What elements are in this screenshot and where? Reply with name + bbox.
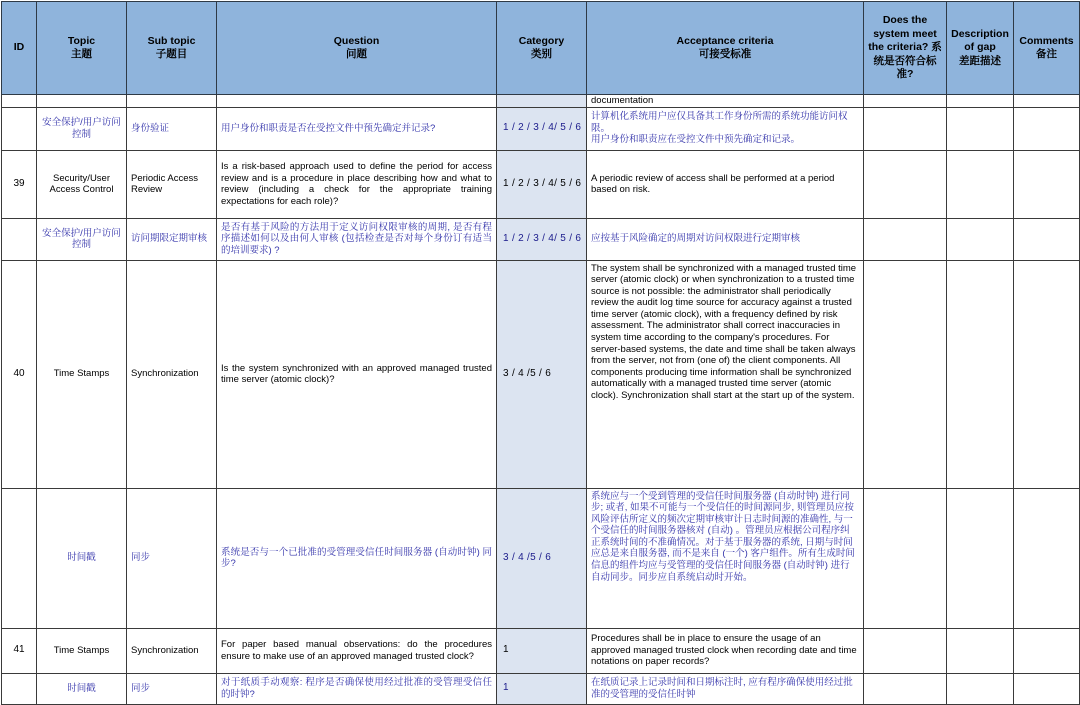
cell-comments[interactable]	[1014, 150, 1080, 218]
cell-question: 用户身份和职责是否在受控文件中预先确定并记录?	[217, 107, 497, 150]
cell-description-of-gap[interactable]	[947, 628, 1014, 673]
cell-topic: 时间戳	[37, 488, 127, 628]
column-header-gap-cn: 差距描述	[959, 54, 1001, 67]
cell-description-of-gap[interactable]	[947, 150, 1014, 218]
cell-description-of-gap[interactable]	[947, 107, 1014, 150]
cell-category: 1	[497, 673, 587, 704]
cell-subtopic	[127, 95, 217, 108]
column-header-meets-criteria	[864, 2, 947, 95]
cell-subtopic: 身份验证	[127, 107, 217, 150]
cell-comments[interactable]	[1014, 260, 1080, 488]
cell-category: 1 / 2 / 3 / 4/ 5 / 6	[497, 150, 587, 218]
column-header-comments	[1014, 2, 1080, 95]
cell-question: 是否有基于风险的方法用于定义访问权限审核的周期, 是否有程序描述如何以及由何人审核 (包括检查是否对每个身份订有适当的培训要求) ?	[217, 218, 497, 260]
cell-id	[2, 107, 37, 150]
cell-topic: 时间戳	[37, 673, 127, 704]
column-header-topic	[37, 2, 127, 95]
column-header-comments-en: Comments	[1019, 34, 1074, 47]
cell-subtopic: 同步	[127, 488, 217, 628]
column-header-question	[217, 2, 497, 95]
table-row	[2, 107, 1080, 150]
column-header-category	[497, 2, 587, 95]
cell-comments[interactable]	[1014, 628, 1080, 673]
cell-meets-criteria[interactable]	[864, 95, 947, 108]
cell-meets-criteria[interactable]	[864, 218, 947, 260]
column-header-subtopic-cn: 子题目	[155, 48, 188, 60]
cell-comments[interactable]	[1014, 488, 1080, 628]
cell-comments[interactable]	[1014, 218, 1080, 260]
cell-question: Is a risk-based approach used to define the period for access review and is a procedure in place describing how and what to review (including a check for the appropriate training expectations for each role)?	[217, 150, 497, 218]
cell-description-of-gap[interactable]	[947, 218, 1014, 260]
cell-description-of-gap[interactable]	[947, 673, 1014, 704]
column-header-id-en: ID	[13, 41, 25, 54]
cell-meets-criteria[interactable]	[864, 260, 947, 488]
table-row	[2, 95, 1080, 108]
cell-acceptance-criteria: 系统应与一个受到管理的受信任时间服务器 (自动时钟) 进行同步; 或者, 如果不可能与一个受信任的时间源同步, 则管理员应按风险评估所定义的频次定期审核审计日志时间源的准确性, 与一个受信任的时间服务器核对 (自动) 。管理员应根据公司程序纠正系统时间的不准确情况。对于基于服务器的系统, 日期与时间应总是来自服务器, 而不是来自 (一个) 客户组件。所有生成时间信息的组件均应与受管理的受信任时间服务器 (自动时钟) 进行自动同步。同步应自系统启动时开始。	[587, 488, 864, 628]
column-header-subtopic-en: Sub topic	[147, 34, 196, 47]
cell-topic: 安全保护/用户访问控制	[37, 218, 127, 260]
cell-id: 40	[2, 260, 37, 488]
cell-meets-criteria[interactable]	[864, 628, 947, 673]
cell-topic: Security/User Access Control	[37, 150, 127, 218]
cell-category: 3 / 4 /5 / 6	[497, 260, 587, 488]
cell-id	[2, 95, 37, 108]
column-header-acceptance-criteria	[587, 2, 864, 95]
column-header-subtopic	[127, 2, 217, 95]
cell-acceptance-criteria: A periodic review of access shall be performed at a period based on risk.	[587, 150, 864, 218]
table-row	[2, 673, 1080, 704]
cell-acceptance-criteria: Procedures shall be in place to ensure the usage of an approved managed trusted clock when recording date and time notations on paper records?	[587, 628, 864, 673]
column-header-topic-en: Topic	[67, 34, 96, 47]
cell-comments[interactable]	[1014, 95, 1080, 108]
cell-subtopic: 访问期限定期审核	[127, 218, 217, 260]
cell-acceptance-criteria: documentation	[587, 95, 864, 108]
cell-question	[217, 95, 497, 108]
cell-category	[497, 95, 587, 108]
cell-subtopic: Periodic Access Review	[127, 150, 217, 218]
cell-meets-criteria[interactable]	[864, 150, 947, 218]
cell-id	[2, 488, 37, 628]
cell-question: 系统是否与一个已批准的受管理受信任时间服务器 (自动时钟) 同步?	[217, 488, 497, 628]
column-header-comments-cn: 备注	[1036, 48, 1057, 60]
column-header-question-cn: 问题	[346, 48, 367, 60]
table-row	[2, 150, 1080, 218]
column-header-acceptance-en: Acceptance criteria	[676, 34, 774, 47]
column-header-topic-cn: 主题	[71, 48, 92, 60]
table-body	[2, 95, 1080, 705]
cell-description-of-gap[interactable]	[947, 488, 1014, 628]
cell-category: 1	[497, 628, 587, 673]
cell-topic: Time Stamps	[37, 260, 127, 488]
cell-question: 对于纸质手动观察: 程序是否确保使用经过批准的受管理受信任的时钟?	[217, 673, 497, 704]
cell-meets-criteria[interactable]	[864, 488, 947, 628]
cell-id: 41	[2, 628, 37, 673]
cell-topic: 安全保护/用户访问控制	[37, 107, 127, 150]
cell-description-of-gap[interactable]	[947, 260, 1014, 488]
cell-category: 1 / 2 / 3 / 4/ 5 / 6	[497, 218, 587, 260]
cell-question: Is the system synchronized with an approved managed trusted time server (atomic clock)?	[217, 260, 497, 488]
column-header-description-of-gap	[947, 2, 1014, 95]
column-header-id	[2, 2, 37, 95]
cell-meets-criteria[interactable]	[864, 107, 947, 150]
cell-category: 3 / 4 /5 / 6	[497, 488, 587, 628]
column-header-gap-en: Description of gap	[951, 27, 1009, 54]
table-header-row	[2, 2, 1080, 95]
cell-question: For paper based manual observations: do the procedures ensure to make use of an approved managed trusted clock?	[217, 628, 497, 673]
cell-description-of-gap[interactable]	[947, 95, 1014, 108]
column-header-category-en: Category	[518, 34, 565, 47]
cell-id	[2, 218, 37, 260]
cell-acceptance-criteria: The system shall be synchronized with a managed trusted time server (atomic clock) or when synchronization to a trusted time source is not possible: the administrator shall periodically review the audit log time source for accuracy against a trusted time server (atomic clock), with a frequency defined by risk assessment. The administrator shall correct inaccuracies in system time according to the company's procedures. For server-based systems, the date and time shall be taken always from the server, not from (one of) the client components. All components producing time information shall be synchronized automatically with a managed trusted time server (atomic clock). Synchronization shall start at the start up of the system.	[587, 260, 864, 488]
cell-id: 39	[2, 150, 37, 218]
table-row	[2, 260, 1080, 488]
cell-id	[2, 673, 37, 704]
cell-acceptance-criteria: 计算机化系统用户应仅具备其工作身份所需的系统功能访问权限。 用户身份和职责应在受控文件中预先确定和记录。	[587, 107, 864, 150]
cell-subtopic: Synchronization	[127, 628, 217, 673]
cell-topic: Time Stamps	[37, 628, 127, 673]
cell-subtopic: 同步	[127, 673, 217, 704]
column-header-question-en: Question	[333, 34, 380, 47]
cell-subtopic: Synchronization	[127, 260, 217, 488]
table-row	[2, 628, 1080, 673]
compliance-checklist-table	[1, 1, 1080, 705]
column-header-meets-criteria-text: Does the system meet the criteria? 系统是否符合标准?	[868, 14, 942, 81]
table-row	[2, 218, 1080, 260]
cell-comments[interactable]	[1014, 673, 1080, 704]
cell-acceptance-criteria: 在纸质记录上记录时间和日期标注时, 应有程序确保使用经过批准的受管理的受信任时钟	[587, 673, 864, 704]
column-header-acceptance-cn: 可接受标准	[698, 48, 752, 60]
cell-comments[interactable]	[1014, 107, 1080, 150]
column-header-category-cn: 类别	[531, 48, 552, 60]
table-row	[2, 488, 1080, 628]
cell-topic	[37, 95, 127, 108]
cell-acceptance-criteria: 应按基于风险确定的周期对访问权限进行定期审核	[587, 218, 864, 260]
cell-category: 1 / 2 / 3 / 4/ 5 / 6	[497, 107, 587, 150]
cell-meets-criteria[interactable]	[864, 673, 947, 704]
